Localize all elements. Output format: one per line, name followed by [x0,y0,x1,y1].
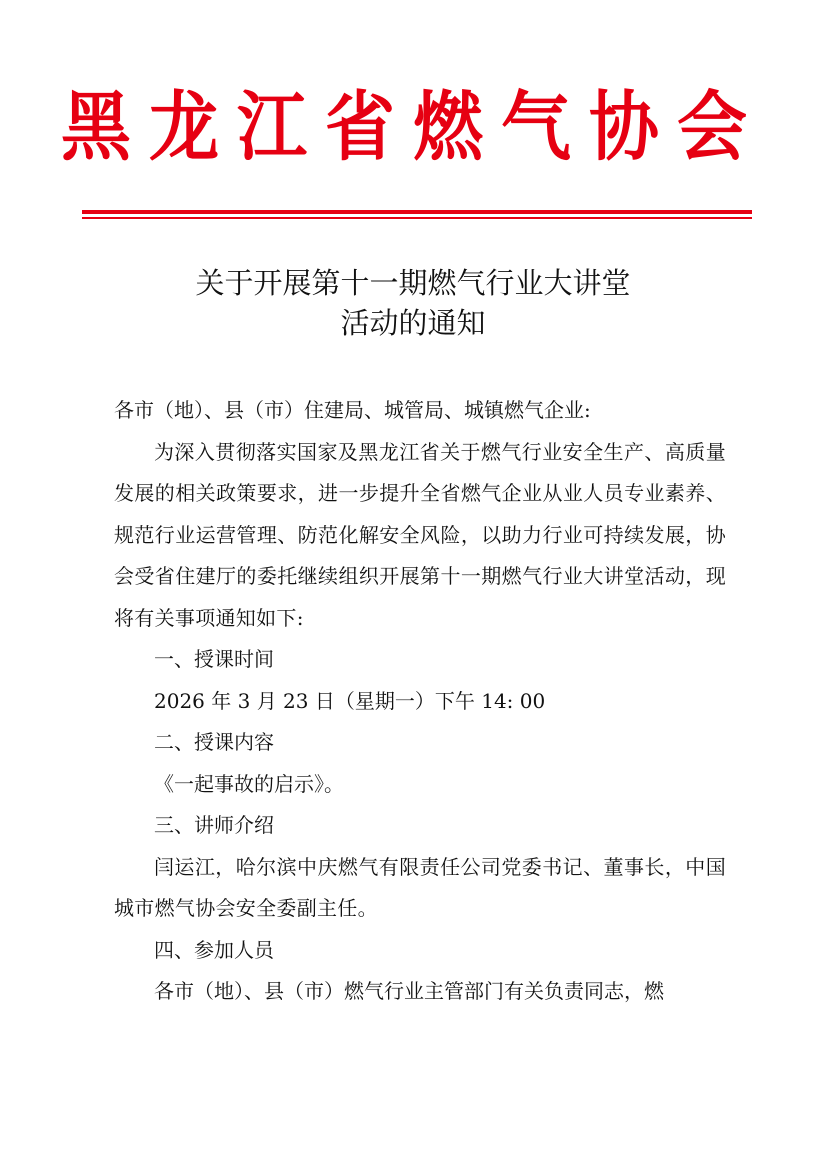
intro-paragraph: 为深入贯彻落实国家及黑龙江省关于燃气行业安全生产、高质量发展的相关政策要求，进一步提升全省燃气企业从业人员专业素养、规范行业运营管理、防范化解安全风险，以助力行业可持续发展，协会受省住建厅的委托继续组织开展第十一期燃气行业大讲堂活动，现将有关事项通知如下: [114,439,726,630]
notice-title-line2: 活动的通知 [340,306,486,340]
letterhead-title: 黑龙江省燃气协会 [61,82,765,172]
notice-body [114,390,726,1013]
section-heading: 三、讲师介绍 [154,813,274,837]
section-content: 各市（地）、县（市）燃气行业主管部门有关负责同志，燃 [154,979,664,1003]
section-heading: 四、参加人员 [154,937,274,962]
section-heading: 一、授课时间 [154,647,274,671]
section-content: 2026 年 3 月 23 日（星期一）下午 14: 00 [154,688,546,713]
letterhead-rule-thick [82,210,752,214]
section-heading: 二、授课内容 [154,730,274,754]
letterhead-rule-thin [82,217,752,219]
salutation: 各市（地）、县（市）住建局、城管局、城镇燃气企业: [114,398,591,422]
notice-title-line1: 关于开展第十一期燃气行业大讲堂 [195,266,631,300]
section-content: 闫运江，哈尔滨中庆燃气有限责任公司党委书记、董事长，中国城市燃气协会安全委副主任。 [114,854,726,920]
section-content: 《一起事故的启示》。 [154,771,344,796]
